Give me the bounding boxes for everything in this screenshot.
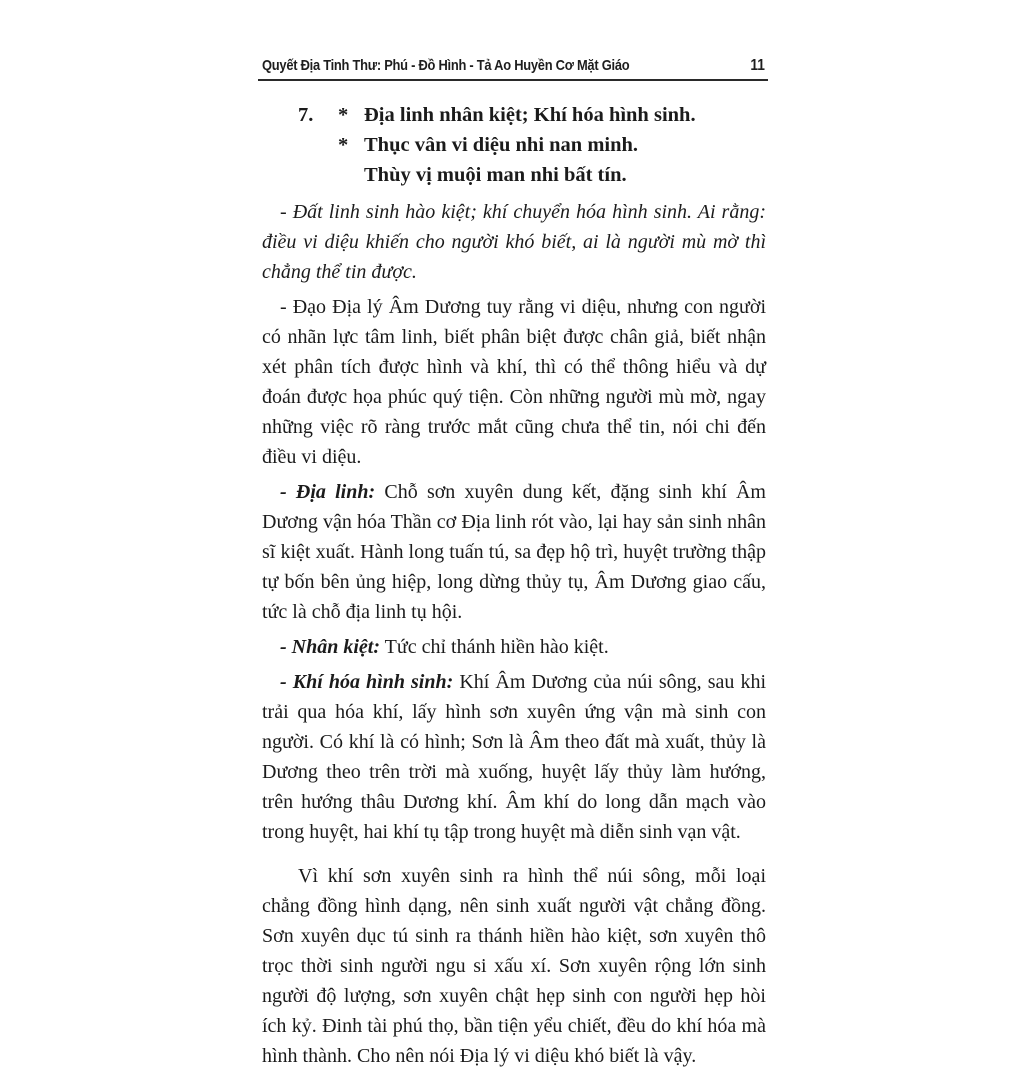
dia-linh-paragraph xyxy=(262,477,766,627)
verse-line-1 xyxy=(262,100,766,130)
verse-text-3: Thùy vị muội man nhi bất tín. xyxy=(364,164,627,186)
khi-hoa-text: Khí Âm Dương của núi sông, sau khi trải qua hóa khí, lấy hình sơn xuyên ứng vận mà sinh con người. Có khí là có hình; Sơn là Âm theo đất mà xuất, thủy là Dương theo trên trời mà xuống, huyệt lấy thủy làm hướng, trên hướng thâu Dương khí. Âm khí do long dẫn mạch vào trong huyệt, hai khí tụ tập trong huyệt mà diễn sinh vạn vật. xyxy=(262,671,766,843)
khi-hoa-term: - Khí hóa hình sinh: xyxy=(280,671,454,693)
verse-text-1: Địa linh nhân kiệt; Khí hóa hình sinh. xyxy=(364,104,696,126)
nhan-kiet-paragraph xyxy=(262,632,766,662)
explanation-paragraph: - Đạo Địa lý Âm Dương tuy rằng vi diệu, nhưng con người có nhãn lực tâm linh, biết phân biệt được chân giả, biết nhận xét phân tích được hình và khí, thì có thể thông hiểu và dự đoán được họa phúc quý tiện. Còn những người mù mờ, ngay những việc rõ ràng trước mắt cũng chưa thể tin, nói chi đến điều vi diệu. xyxy=(262,296,766,468)
verse-text-2: Thục vân vi diệu nhi nan minh. xyxy=(364,134,639,156)
closing-paragraph: Vì khí sơn xuyên sinh ra hình thể núi sông, mỗi loại chẳng đồng hình dạng, nên sinh xuất người vật chẳng đồng. Sơn xuyên dục tú sinh ra thánh hiền hào kiệt, sơn xuyên thô trọc thời sinh người ngu si xấu xí. Sơn xuyên rộng lớn sinh người độ lượng, sơn xuyên chật hẹp sinh con người hẹp hòi ích kỷ. Đinh tài phú thọ, bần tiện yểu chiết, đều do khí hóa mà hình thành. Cho nên nói Địa lý vi diệu khó biết là vậy. xyxy=(262,865,766,1067)
verse-line-2 xyxy=(262,130,766,160)
header-rule xyxy=(258,79,768,81)
page-number: 11 xyxy=(750,57,765,74)
nhan-kiet-term: - Nhân kiệt: xyxy=(280,636,380,658)
translation-paragraph: - Đất linh sinh hào kiệt; khí chuyển hóa hình sinh. Ai rằng: điều vi diệu khiến cho người khó biết, ai là người mù mờ thì chẳng thể tin được. xyxy=(262,201,766,283)
page-body xyxy=(262,100,766,1076)
verse-number: 7. xyxy=(298,104,314,126)
dia-linh-term: - Địa linh: xyxy=(280,481,376,503)
verse-star-1: * xyxy=(338,104,349,126)
running-title: Quyết Địa Tinh Thư: Phú - Đồ Hình - Tả Ao Huyền Cơ Mặt Giáo xyxy=(262,57,630,74)
khi-hoa-paragraph xyxy=(262,667,766,847)
nhan-kiet-text: Tức chỉ thánh hiền hào kiệt. xyxy=(380,636,609,658)
verse-star-2: * xyxy=(338,134,349,156)
dia-linh-text: Chỗ sơn xuyên dung kết, đặng sinh khí Âm Dương vận hóa Thần cơ Địa linh rót vào, lại hay sản sinh nhân sĩ kiệt xuất. Hành long tuấn tú, sa đẹp hộ trì, huyệt trường thập tự bốn bên ủng hiệp, long dừng thủy tụ, Âm Dương giao cấu, tức là chỗ địa linh tụ hội. xyxy=(262,481,766,623)
verse-block xyxy=(262,100,766,190)
verse-line-3 xyxy=(262,160,766,190)
